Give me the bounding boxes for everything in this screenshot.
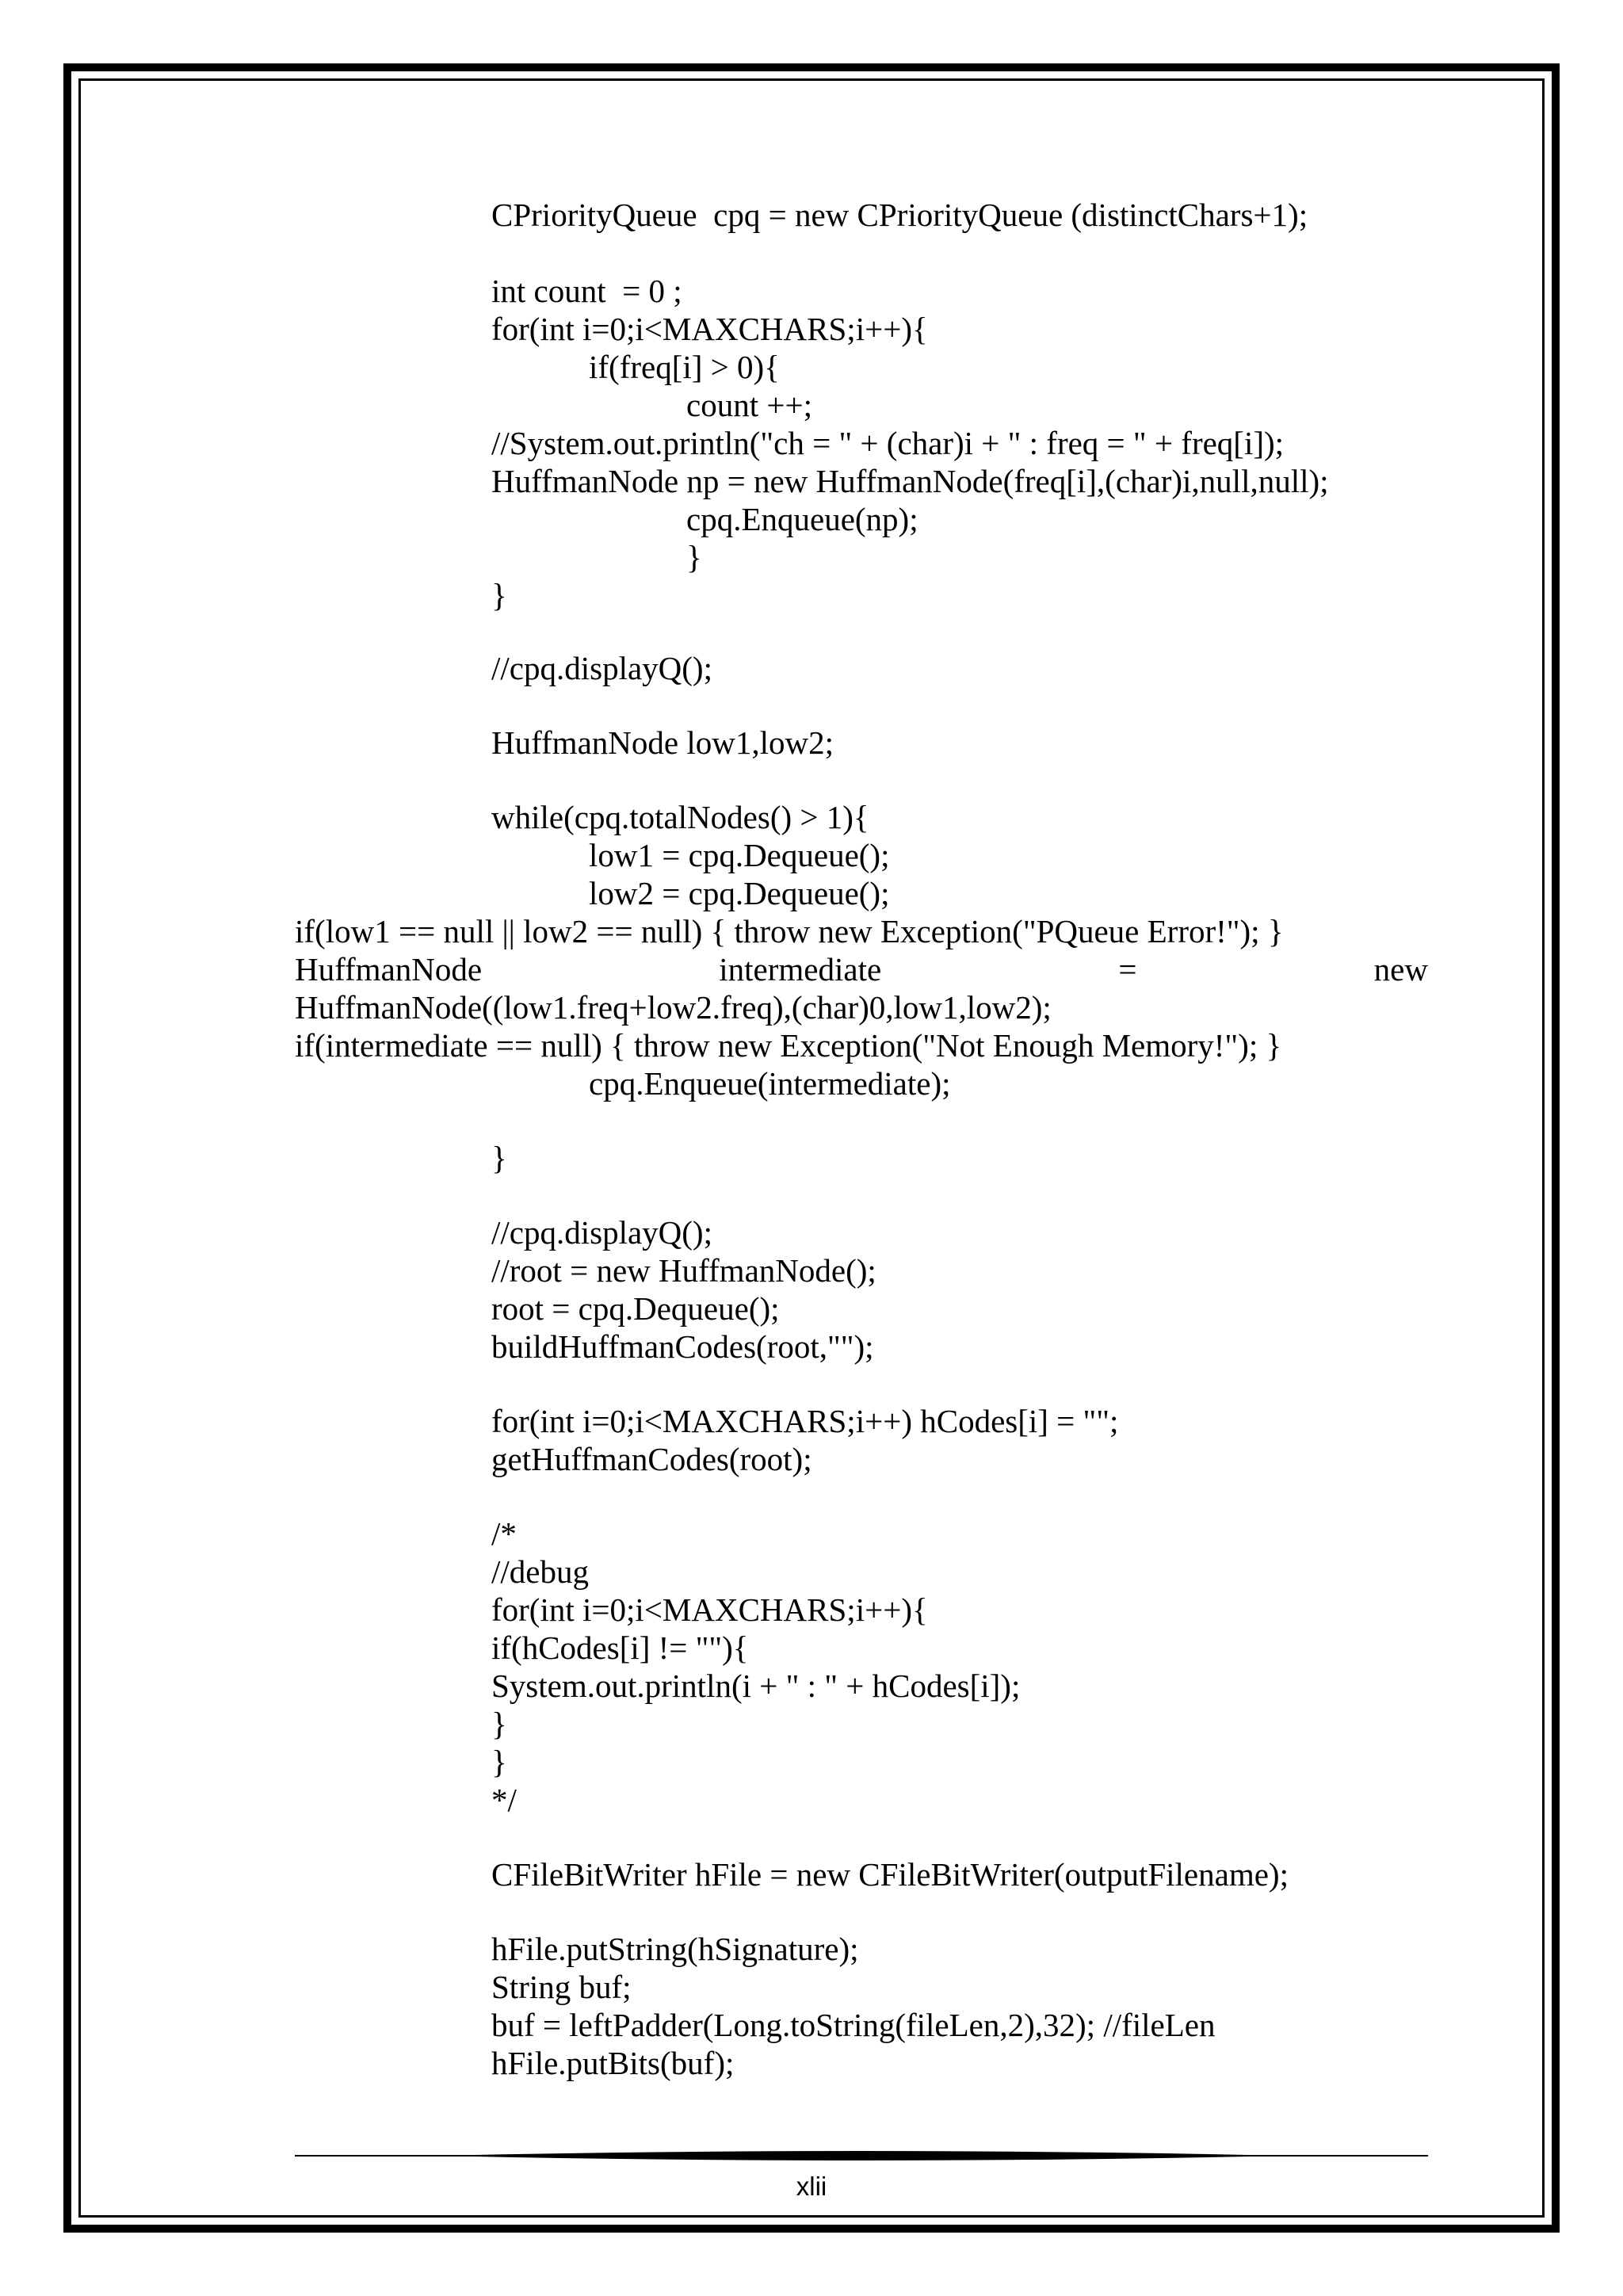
code-token: new: [1373, 951, 1428, 988]
code-line: String buf;: [491, 1969, 632, 2005]
code-line-justified: [295, 950, 1428, 988]
code-line: root = cpq.Dequeue();: [491, 1290, 780, 1327]
code-line: getHuffmanCodes(root);: [491, 1441, 812, 1477]
code-line: if(intermediate == null) { throw new Exception("Not Enough Memory!"); }: [295, 1027, 1282, 1064]
code-line: //debug: [491, 1553, 589, 1590]
code-line: HuffmanNode np = new HuffmanNode(freq[i],(char)i,null,null);: [491, 463, 1329, 499]
code-token: =: [1118, 951, 1137, 988]
code-line: /*: [491, 1515, 517, 1552]
code-line: CPriorityQueue cpq = new CPriorityQueue (distinctChars+1);: [491, 197, 1308, 233]
code-line: hFile.putBits(buf);: [491, 2045, 735, 2081]
code-line: for(int i=0;i<MAXCHARS;i++){: [491, 1591, 928, 1628]
code-line: //cpq.displayQ();: [491, 1214, 712, 1251]
code-line: cpq.Enqueue(intermediate);: [589, 1065, 951, 1102]
code-line: hFile.putString(hSignature);: [491, 1931, 859, 1967]
code-line: }: [491, 1706, 507, 1742]
code-line: cpq.Enqueue(np);: [686, 501, 918, 537]
code-line: int count = 0 ;: [491, 273, 682, 309]
code-line: count ++;: [686, 387, 812, 423]
code-line: for(int i=0;i<MAXCHARS;i++) hCodes[i] = "";: [491, 1403, 1119, 1439]
code-line: for(int i=0;i<MAXCHARS;i++){: [491, 311, 928, 347]
code-token: intermediate: [719, 951, 882, 988]
code-line: //System.out.println("ch = " + (char)i + " : freq = " + freq[i]);: [491, 425, 1285, 461]
code-line: System.out.println(i + " : " + hCodes[i]);: [491, 1668, 1021, 1704]
code-line: }: [491, 1744, 507, 1780]
code-line: while(cpq.totalNodes() > 1){: [491, 799, 869, 835]
code-line: buf = leftPadder(Long.toString(fileLen,2),32); //fileLen: [491, 2007, 1216, 2043]
code-token: HuffmanNode: [295, 951, 483, 988]
code-line: */: [491, 1782, 517, 1818]
code-line: }: [686, 539, 702, 575]
footer-divider: [295, 2148, 1428, 2164]
code-line: if(low1 == null || low2 == null) { throw new Exception("PQueue Error!"); }: [295, 913, 1284, 949]
code-line: HuffmanNode((low1.freq+low2.freq),(char)0,low1,low2);: [295, 989, 1052, 1026]
code-line: //root = new HuffmanNode();: [491, 1252, 876, 1289]
code-line: HuffmanNode low1,low2;: [491, 724, 834, 761]
code-line: }: [491, 577, 507, 613]
code-line: low1 = cpq.Dequeue();: [589, 837, 890, 873]
code-line: buildHuffmanCodes(root,"");: [491, 1328, 874, 1365]
code-line: low2 = cpq.Dequeue();: [589, 875, 890, 911]
page-number: xlii: [796, 2172, 827, 2201]
code-line: //cpq.displayQ();: [491, 650, 712, 686]
code-line: }: [491, 1140, 507, 1176]
code-line: if(hCodes[i] != ""){: [491, 1629, 749, 1666]
code-line: if(freq[i] > 0){: [589, 349, 780, 385]
code-line: CFileBitWriter hFile = new CFileBitWriter(outputFilename);: [491, 1856, 1289, 1893]
